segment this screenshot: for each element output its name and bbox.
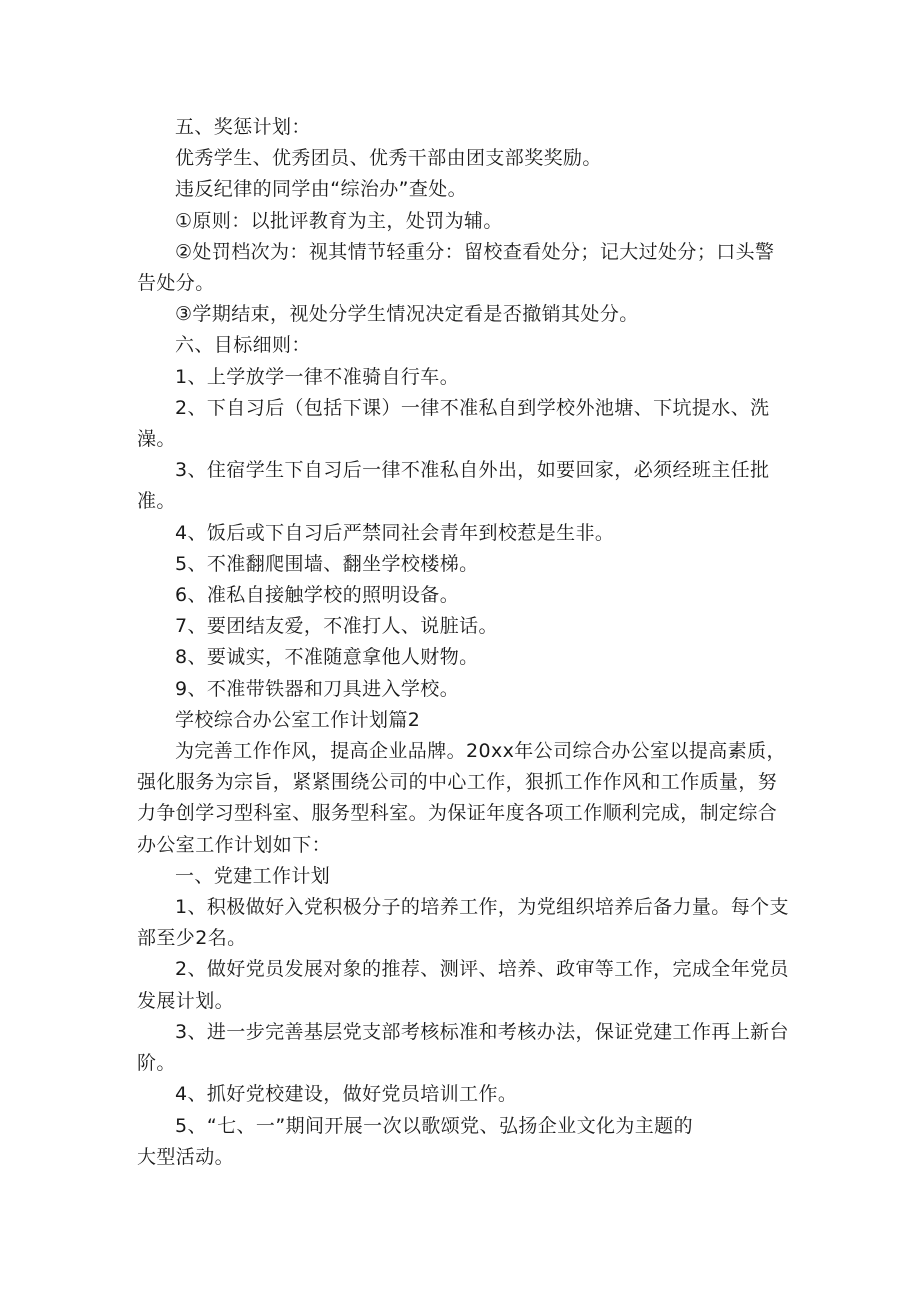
list-item: 7、要团结友爱，不准打人、说脏话。 <box>175 615 498 638</box>
section-heading: 六、目标细则： <box>175 334 311 357</box>
list-item: 1、上学放学一律不准骑自行车。 <box>175 365 460 388</box>
section-heading: 一、党建工作计划 <box>175 864 331 887</box>
list-item: 6、准私自接触学校的照明设备。 <box>175 584 460 607</box>
list-item-continuation: 大型活动。 <box>137 1145 235 1168</box>
list-item: 1、积极做好入党积极分子的培养工作，为党组织培养后备力量。每个支部至少2名。 <box>137 896 789 950</box>
list-item: 5、不准翻爬围墙、翻坐学校楼梯。 <box>175 552 479 575</box>
document-body <box>137 112 792 1173</box>
paragraph: ①原则：以批评教育为主，处罚为辅。 <box>175 209 503 232</box>
list-item: 2、做好党员发展对象的推荐、测评、培养、政审等工作，完成全年党员发展计划。 <box>137 958 789 1012</box>
list-item: 4、饭后或下自习后严禁同社会青年到校惹是生非。 <box>175 521 615 544</box>
paragraph: ③学期结束，视处分学生情况决定看是否撤销其处分。 <box>175 303 639 326</box>
list-item: 3、住宿学生下自习后一律不准私自外出，如要回家，必须经班主任批准。 <box>137 459 770 513</box>
list-item: 3、进一步完善基层党支部考核标准和考核办法，保证党建工作再上新台阶。 <box>137 1020 789 1075</box>
list-item: 4、抓好党校建设，做好党员培训工作。 <box>175 1083 518 1106</box>
paragraph: ②处罚档次为：视其情节轻重分：留校查看处分；记大过处分；口头警告处分。 <box>137 240 775 295</box>
paragraph: 优秀学生、优秀团员、优秀干部由团支部奖奖励。 <box>175 147 602 170</box>
section-heading: 五、奖惩计划： <box>175 116 311 138</box>
list-item: 9、不准带铁器和刀具进入学校。 <box>175 677 460 700</box>
list-item: 2、下自习后（包括下课）一律不准私自到学校外池塘、下坑提水、洗澡。 <box>137 396 770 451</box>
paragraph: 为完善工作作风，提高企业品牌。20xx年公司综合办公室以提高素质，强化服务为宗旨，紧紧围绕公司的中心工作，狠抓工作作风和工作质量，努力争创学习型科室、服务型科室。为保证年度各项工作顺利完成，制定综合办公室工作计划如下： <box>137 740 786 856</box>
list-item: 8、要诚实，不准随意拿他人财物。 <box>175 646 479 669</box>
article-title: 学校综合办公室工作计划篇2 <box>175 708 421 731</box>
paragraph: 违反纪律的同学由“综治办”查处。 <box>175 178 468 201</box>
list-item: 5、“七、一”期间开展一次以歌颂党、弘扬企业文化为主题的 <box>175 1114 693 1137</box>
